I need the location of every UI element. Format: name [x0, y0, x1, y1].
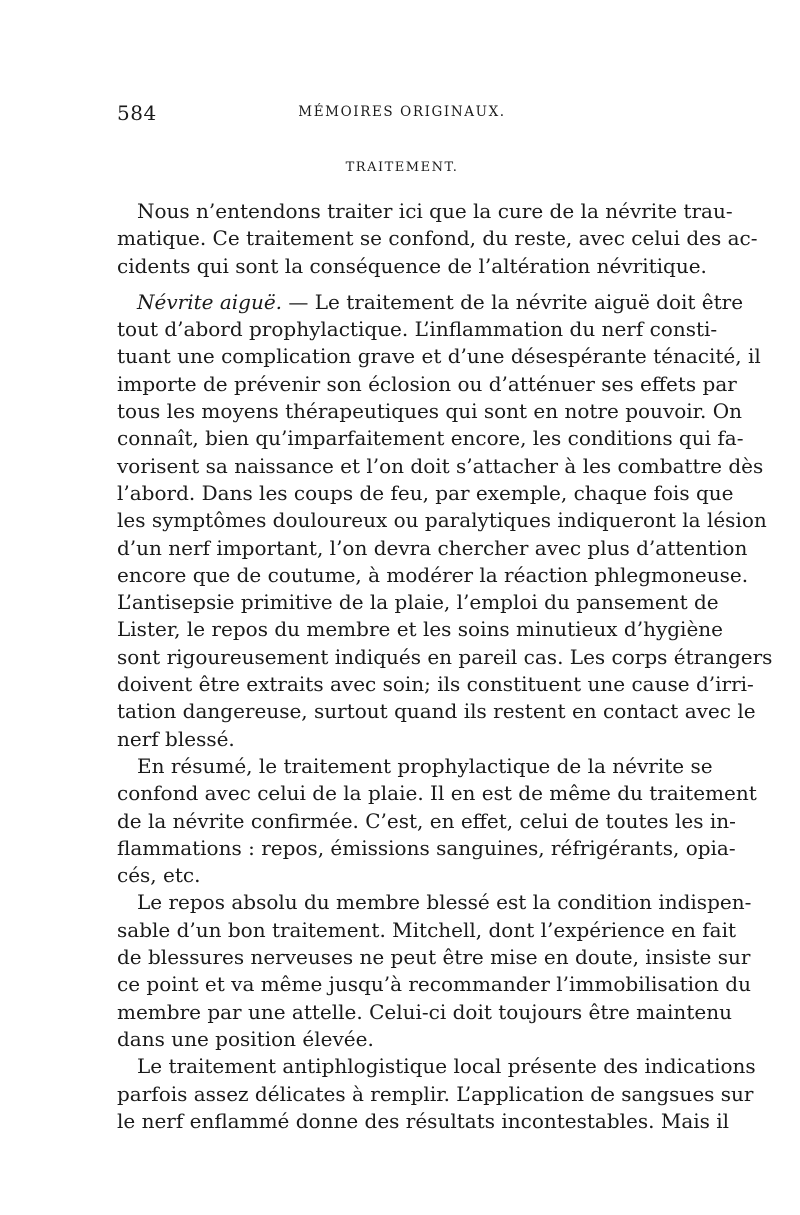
text-line: d’un nerf important, l’on devra chercher avec plus d’attention [117, 535, 748, 560]
text-fragment: — Le traitement de la névrite aiguë doit être [282, 289, 744, 314]
subheading-nevrite-aigue: Névrite aiguë. [137, 289, 283, 314]
text-line: cés, etc. [117, 863, 201, 888]
text-line: L’antisepsie primitive de la plaie, l’emploi du pansement de [117, 590, 719, 615]
text-line: de la névrite confirmée. C’est, en effet, celui de toutes les in- [117, 808, 736, 833]
body-text [117, 198, 773, 1135]
text-line: les symptômes douloureux ou paralytiques indiqueront la lésion [117, 508, 767, 533]
running-head [117, 101, 687, 127]
text-line: tation dangereuse, surtout quand ils restent en contact avec le [117, 699, 756, 724]
text-line: importe de prévenir son éclosion ou d’atténuer ses effets par [117, 371, 737, 396]
text-line [117, 289, 744, 316]
text-line: l’abord. Dans les coups de feu, par exemple, chaque fois que [117, 480, 734, 505]
text-line: sont rigoureusement indiqués en pareil cas. Les corps étrangers [117, 644, 773, 669]
text-line: doivent être extraits avec soin; ils constituent une cause d’irri- [117, 672, 754, 697]
text-line: tout d’abord prophylactique. L’inflammation du nerf consti- [117, 317, 718, 342]
text-line: Nous n’entendons traiter ici que la cure de la névrite trau- [137, 199, 733, 223]
text-line: parfois assez délicates à remplir. L’application de sangsues sur [117, 1081, 754, 1106]
text-line: dans une position élevée. [117, 1026, 374, 1051]
text-line: confond avec celui de la plaie. Il en est de même du traitement [117, 781, 757, 806]
text-line: matique. Ce traitement se confond, du reste, avec celui des ac- [117, 226, 758, 251]
text-line: tous les moyens thérapeutiques qui sont en notre pouvoir. On [117, 399, 743, 424]
text-line: Le repos absolu du membre blessé est la condition indispen- [137, 890, 752, 915]
page-number: 584 [117, 101, 157, 125]
text-line: sable d’un bon traitement. Mitchell, dont l’expérience en fait [117, 917, 737, 942]
text-line: encore que de coutume, à modérer la réaction phlegmoneuse. [117, 562, 749, 587]
text-line: de blessures nerveuses ne peut être mise en doute, insiste sur [117, 945, 751, 970]
text-line: connaît, bien qu’imparfaitement encore, les conditions qui fa- [117, 426, 744, 451]
text-line: flammations : repos, émissions sanguines, réfrigérants, opia- [117, 835, 736, 860]
text-line: nerf blessé. [117, 726, 235, 751]
text-line: membre par une attelle. Celui-ci doit toujours être maintenu [117, 999, 732, 1024]
text-line: ce point et va même jusqu’à recommander l’immobilisation du [117, 972, 751, 997]
text-line: Lister, le repos du membre et les soins minutieux d’hygiène [117, 617, 723, 642]
text-line: Le traitement antiphlogistique local présente des indications [137, 1054, 756, 1079]
text-line: le nerf enflammé donne des résultats incontestables. Mais il [117, 1108, 730, 1133]
text-line: cidents qui sont la conséquence de l’altération névritique. [117, 253, 707, 278]
text-line: En résumé, le traitement prophylactique de la névrite se [137, 753, 713, 778]
text-line: tuant une complication grave et d’une désespérante ténacité, il [117, 344, 761, 369]
running-title: MÉMOIRES ORIGINAUX. [298, 104, 506, 120]
section-heading: TRAITEMENT. [345, 160, 459, 175]
text-line: vorisent sa naissance et l’on doit s’attacher à les combattre dès [117, 453, 764, 478]
